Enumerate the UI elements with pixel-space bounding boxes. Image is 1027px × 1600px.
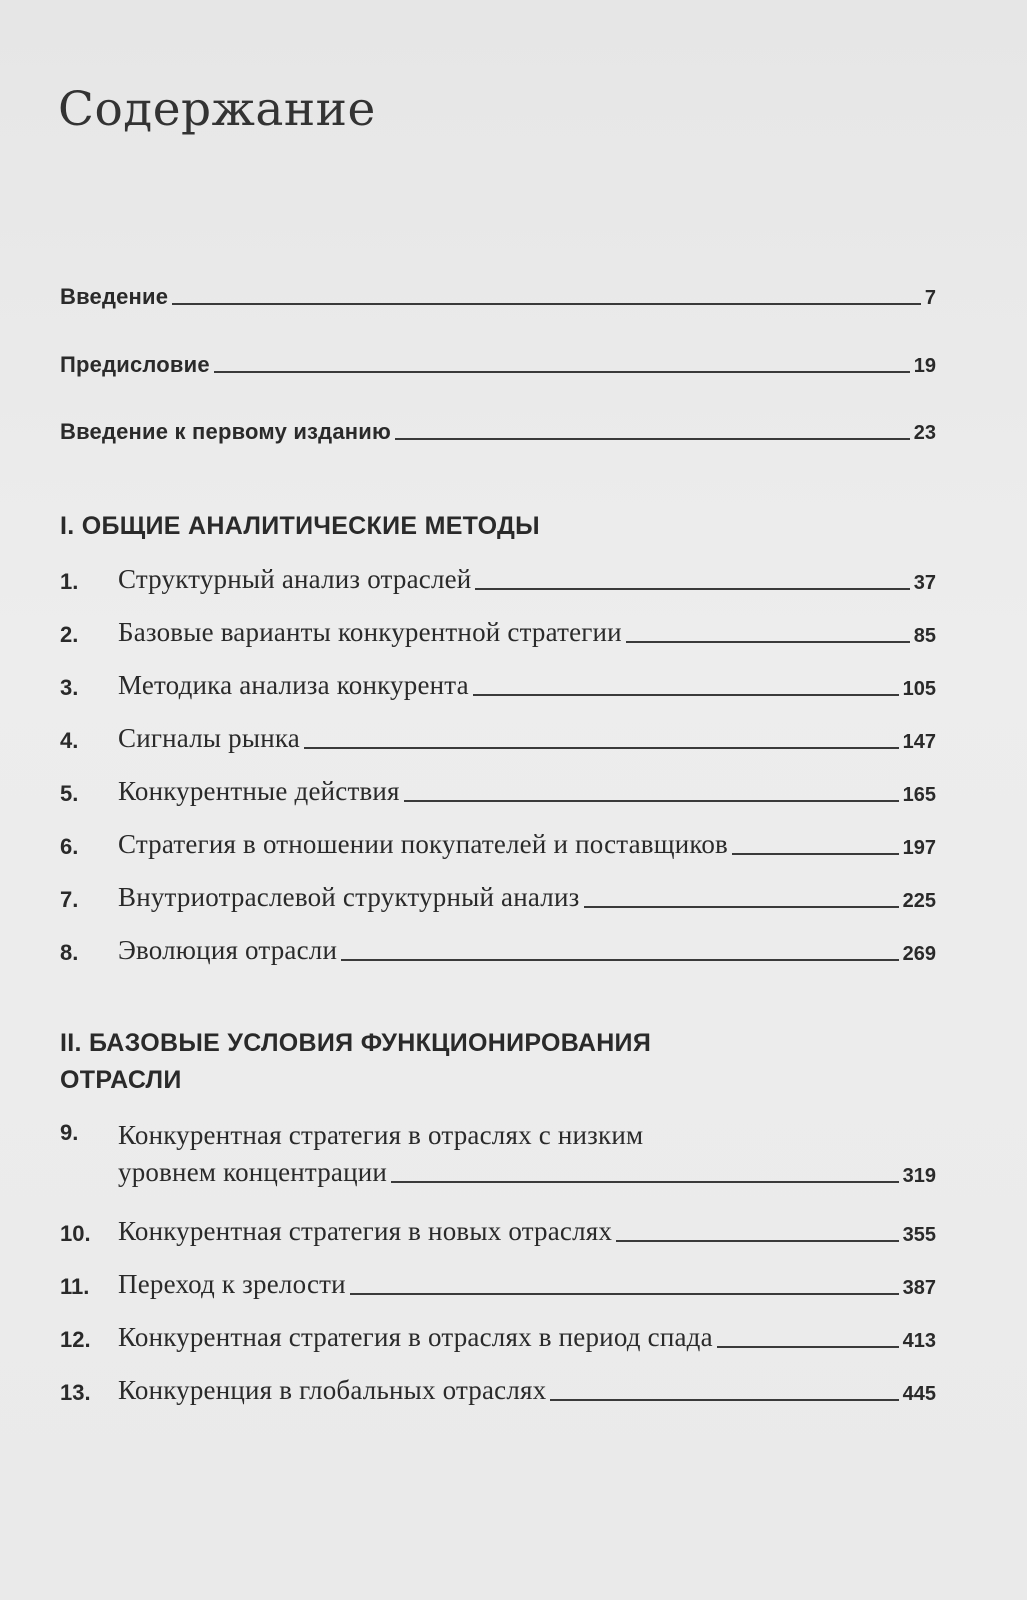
toc-page-number: 225 [902, 890, 936, 912]
toc-entry-title: Введение [60, 284, 169, 309]
toc-leader [626, 641, 910, 643]
toc-page-number: 37 [913, 572, 936, 594]
toc-leader [404, 800, 899, 802]
chapter-title-line: уровнем концентрации [118, 1157, 388, 1187]
chapter-number: 6. [60, 834, 79, 859]
toc-page-number: 197 [902, 837, 936, 859]
chapter-number: 8. [60, 940, 79, 965]
toc-entry-preface [60, 352, 936, 378]
chapter-number: 9. [60, 1120, 79, 1145]
toc-page-number: 319 [902, 1165, 936, 1187]
toc-page-number: 85 [913, 625, 936, 647]
toc-leader [717, 1346, 899, 1348]
chapter-number: 13. [60, 1380, 91, 1405]
toc-page-number: 23 [913, 422, 936, 444]
toc-chapter [60, 1216, 936, 1247]
page-title: Содержание [58, 82, 376, 137]
toc-chapter [60, 670, 936, 701]
toc-page-number: 387 [902, 1277, 936, 1299]
chapter-title: Сигналы рынка [118, 723, 300, 753]
chapter-title: Методика анализа конкурента [118, 670, 469, 700]
toc-leader [214, 371, 910, 373]
chapter-title: Внутриотраслевой структурный анализ [118, 882, 580, 912]
toc-leader [475, 588, 909, 590]
part-heading [60, 1025, 651, 1099]
toc-chapter [60, 617, 936, 648]
toc-page-number: 147 [902, 731, 936, 753]
toc-page-number: 413 [902, 1330, 936, 1352]
toc-page-number: 269 [902, 943, 936, 965]
part-heading-line: ОТРАСЛИ [60, 1066, 182, 1094]
toc-leader [172, 303, 921, 305]
chapter-title: Эволюция отрасли [118, 935, 338, 965]
chapter-title: Базовые варианты конкурентной стратегии [118, 617, 622, 647]
chapter-title: Стратегия в отношении покупателей и поставщиков [118, 829, 728, 859]
toc-page-number: 445 [902, 1383, 936, 1405]
chapter-number: 2. [60, 622, 79, 647]
toc-leader [732, 853, 899, 855]
toc-page-number: 19 [913, 355, 936, 377]
toc-chapter [60, 723, 936, 754]
toc-chapter [60, 1375, 936, 1406]
chapter-title-line: Конкурентная стратегия в отраслях с низким [118, 1120, 644, 1150]
toc-leader [550, 1399, 898, 1401]
toc-entry-first-edition-intro [60, 419, 936, 445]
toc-chapter [60, 935, 936, 966]
toc-leader [616, 1240, 899, 1242]
chapter-number: 10. [60, 1221, 91, 1246]
chapter-number: 11. [60, 1274, 90, 1299]
toc-page-number: 165 [902, 784, 936, 806]
toc-page-number: 7 [924, 287, 936, 309]
toc-chapter [60, 882, 936, 913]
toc-leader [473, 694, 899, 696]
chapter-number: 5. [60, 781, 79, 806]
toc-entry-intro [60, 284, 936, 310]
toc-chapter [60, 564, 936, 595]
chapter-number: 12. [60, 1327, 91, 1352]
chapter-title: Структурный анализ отраслей [118, 564, 472, 594]
chapter-title: Конкуренция в глобальных отраслях [118, 1375, 547, 1405]
toc-leader [584, 906, 899, 908]
toc-chapter [60, 1322, 936, 1353]
toc-entry-title: Введение к первому изданию [60, 419, 391, 444]
toc-chapter [60, 776, 936, 807]
chapter-number: 3. [60, 675, 79, 700]
chapter-number: 7. [60, 887, 79, 912]
toc-leader [391, 1181, 899, 1183]
chapter-title: Конкурентные действия [118, 776, 400, 806]
toc-page-number: 105 [902, 678, 936, 700]
part-heading: I. ОБЩИЕ АНАЛИТИЧЕСКИЕ МЕТОДЫ [60, 512, 540, 540]
chapter-number: 1. [60, 569, 79, 594]
toc-leader [350, 1293, 899, 1295]
chapter-number: 4. [60, 728, 79, 753]
chapter-title: Конкурентная стратегия в новых отраслях [118, 1216, 613, 1246]
chapter-title: Переход к зрелости [118, 1269, 346, 1299]
toc-chapter [60, 1269, 936, 1300]
chapter-title: Конкурентная стратегия в отраслях в период спада [118, 1322, 713, 1352]
toc-entry-title: Предисловие [60, 352, 210, 377]
toc-leader [304, 747, 899, 749]
part-heading-line: II. БАЗОВЫЕ УСЛОВИЯ ФУНКЦИОНИРОВАНИЯ [60, 1029, 652, 1057]
toc-leader [341, 959, 899, 961]
toc-page-number: 355 [902, 1224, 936, 1246]
toc-chapter [60, 1120, 936, 1188]
toc-leader [395, 438, 910, 440]
toc-chapter [60, 829, 936, 860]
